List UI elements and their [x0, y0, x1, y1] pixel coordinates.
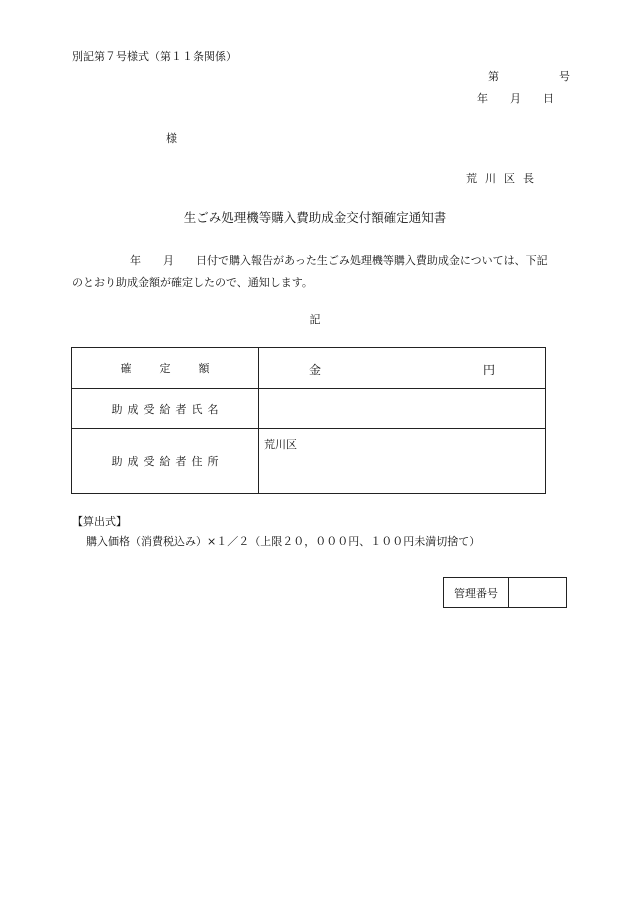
amount-label: 確定額	[72, 348, 259, 389]
management-row	[444, 578, 567, 608]
body-text: 日付で購入報告があった生ごみ処理機等購入費助成金については、下記のとおり助成金額が確定したので、通知します。	[72, 254, 548, 289]
document-title: 生ごみ処理機等購入費助成金交付額確定通知書	[183, 210, 447, 225]
doc-number-suffix: 号	[559, 70, 570, 83]
recipient-address-label: 助成受給者住所	[72, 429, 259, 494]
management-number-table	[443, 577, 567, 608]
date-year: 年	[477, 92, 488, 105]
table-row-amount	[72, 348, 546, 389]
recipient-name-field	[259, 389, 546, 429]
management-number-field	[509, 578, 567, 608]
document-number	[488, 68, 570, 84]
ki-label: 記	[309, 313, 321, 326]
amount-unit: 円	[482, 363, 495, 377]
grant-detail-table	[71, 347, 546, 494]
table-row-name	[72, 389, 546, 429]
form-reference: 別記第７号様式（第１１条関係）	[72, 50, 237, 63]
recipient-address-field: 荒川区	[259, 429, 546, 494]
body-paragraph	[72, 250, 558, 294]
issue-date	[477, 90, 554, 106]
body-month: 月	[163, 254, 174, 267]
management-number-label: 管理番号	[444, 578, 509, 608]
doc-number-prefix: 第	[488, 70, 499, 83]
calculation-label: 【算出式】	[72, 515, 127, 528]
recipient-honorific: 様	[166, 132, 177, 145]
body-year: 年	[130, 254, 141, 267]
table-row-address	[72, 429, 546, 494]
issuer-name: 荒川区長	[466, 172, 542, 185]
amount-field	[259, 348, 546, 389]
calculation-formula: 購入価格（消費税込み）×１／２（上限２０，０００円、１００円未満切捨て）	[86, 535, 481, 548]
recipient-name-label: 助成受給者氏名	[72, 389, 259, 429]
date-day: 日	[543, 92, 554, 105]
amount-prefix: 金	[309, 363, 322, 377]
date-month: 月	[510, 92, 521, 105]
